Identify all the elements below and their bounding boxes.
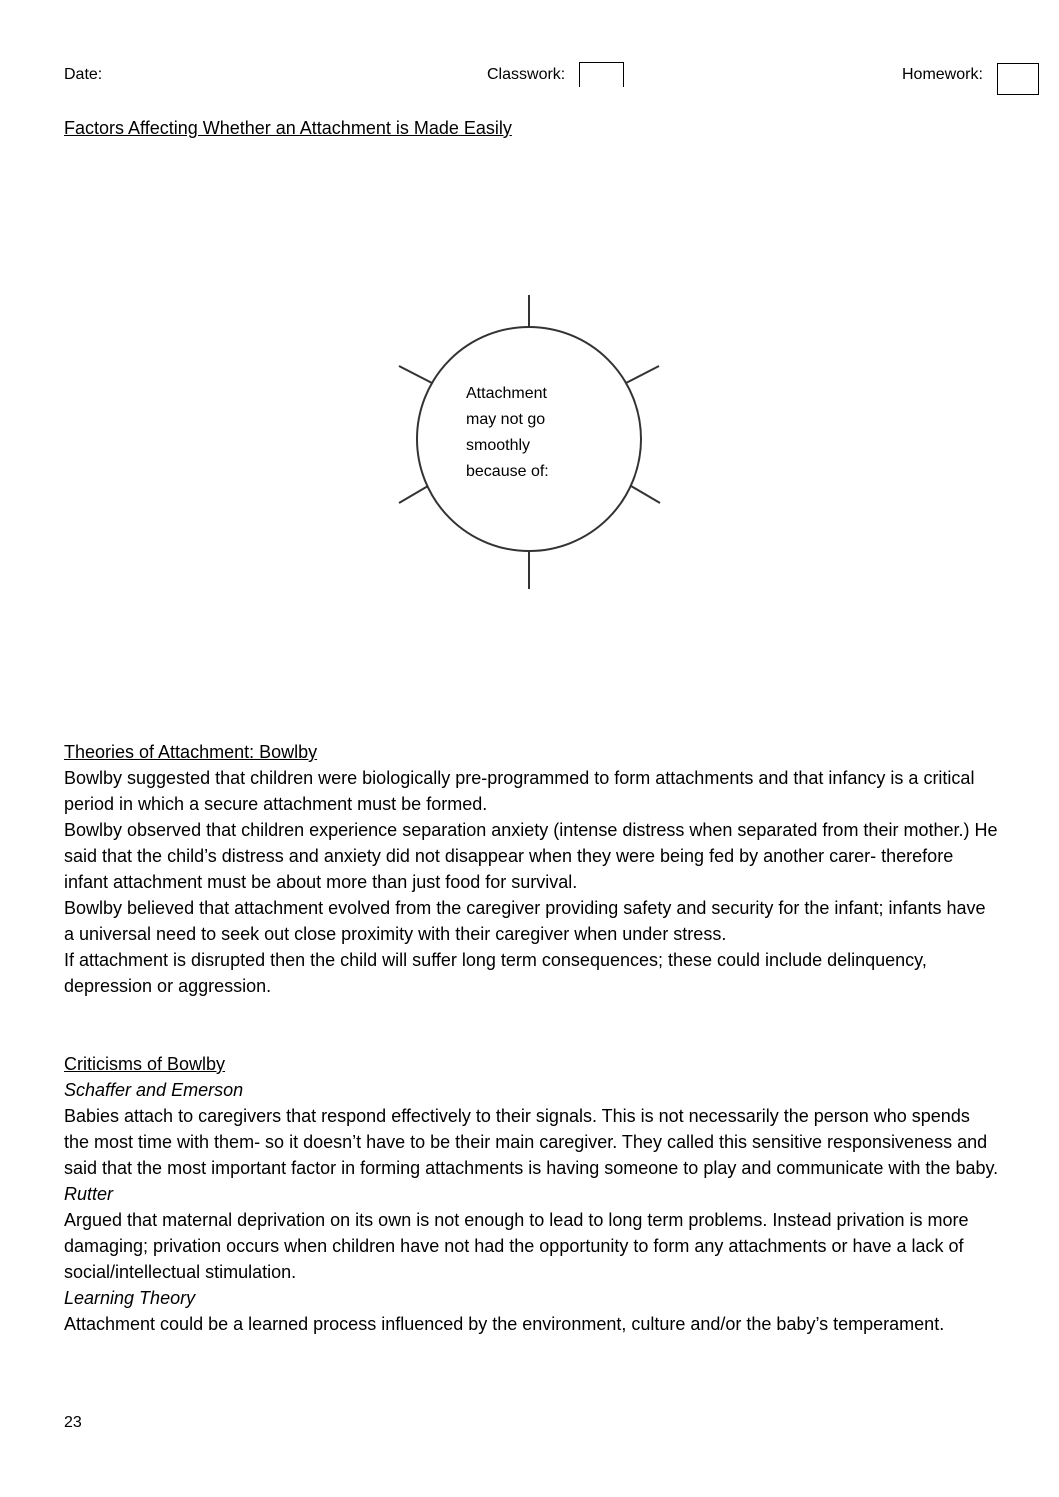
attachment-spider-diagram: [0, 0, 1059, 700]
diagram-text-line: Attachment: [466, 385, 547, 402]
page-number: 23: [64, 1414, 82, 1431]
diagram-spoke-upper-right: [626, 366, 659, 383]
diagram-spoke-lower-right: [631, 486, 660, 503]
bowlby-paragraph: If attachment is disrupted then the child will suffer long term consequences; these could include delinquency, depression or aggression.: [64, 950, 927, 996]
diagram-spoke-upper-left: [399, 366, 432, 383]
diagram-text-line: smoothly: [466, 437, 531, 454]
diagram-spoke-lower-left: [399, 486, 428, 503]
learning-theory-heading: Learning Theory: [64, 1288, 196, 1308]
criticisms-title: Criticisms of Bowlby: [64, 1054, 226, 1074]
bowlby-paragraph: Bowlby observed that children experience separation anxiety (intense distress when separated from their mother.) He said that the child’s distress and anxiety did not disappear when they were being fed by another carer- therefore infant attachment must be about more than just food for survival.: [64, 820, 998, 892]
date-label: Date:: [64, 66, 103, 83]
learning-theory-text: Attachment could be a learned process influenced by the environment, culture and/or the baby’s temperament.: [64, 1314, 945, 1334]
diagram-center-text: [466, 381, 596, 485]
bowlby-title: Theories of Attachment: Bowlby: [64, 742, 318, 762]
diagram-text-line: because of:: [466, 463, 549, 480]
factors-title: Factors Affecting Whether an Attachment is Made Easily: [64, 118, 512, 138]
classwork-label: Classwork:: [487, 66, 566, 83]
bowlby-paragraph: Bowlby suggested that children were biologically pre-programmed to form attachments and that infancy is a critical period in which a secure attachment must be formed.: [64, 768, 975, 814]
rutter-text: Argued that maternal deprivation on its own is not enough to lead to long term problems. Instead privation is more damaging; privation occurs when children have not had the opportunity to form any attachments or have a lack of social/intellectual stimulation.: [64, 1210, 969, 1282]
rutter-heading: Rutter: [64, 1184, 114, 1204]
schaffer-heading: Schaffer and Emerson: [64, 1080, 244, 1100]
homework-label: Homework:: [902, 66, 983, 83]
diagram-text-line: may not go: [466, 411, 546, 428]
bowlby-paragraph: Bowlby believed that attachment evolved from the caregiver providing safety and security for the infant; infants have a universal need to seek out close proximity with their caregiver when under stress.: [64, 898, 986, 944]
bowlby-section: [64, 739, 999, 999]
schaffer-text: Babies attach to caregivers that respond effectively to their signals. This is not necessarily the person who spends the most time with them- so it doesn’t have to be their main caregiver. They called this sensitive responsiveness and said that the most important factor in forming attachments is having someone to play and communicate with the baby.: [64, 1106, 999, 1178]
criticisms-section: [64, 1051, 999, 1337]
